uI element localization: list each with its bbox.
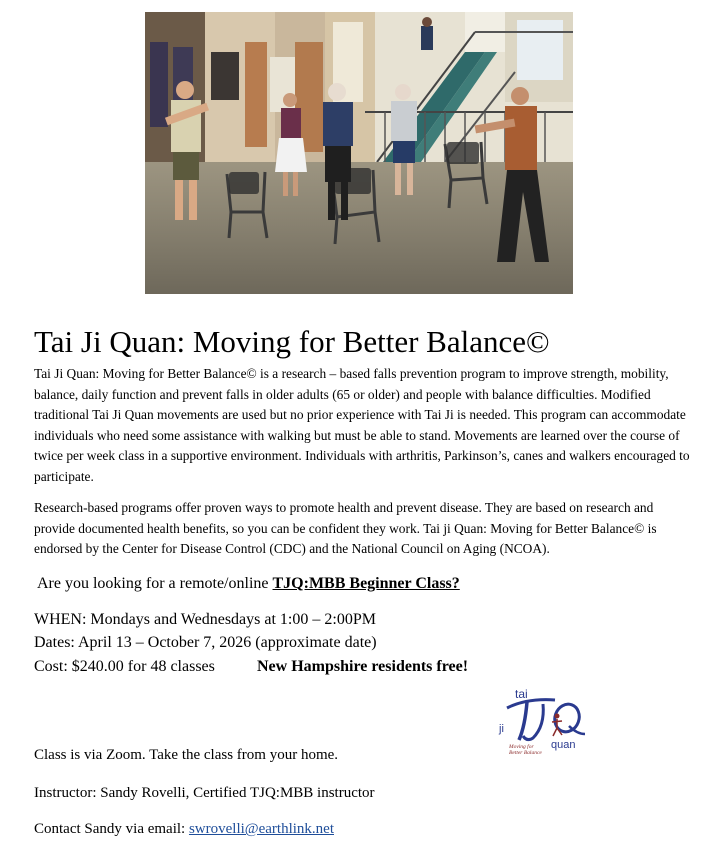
research-description: Research-based programs offer proven ways to promote health and prevent disease. They are based on research and provide documented health benefits, so you can be confident they work. Tai ji Quan: Moving for Better Balance© is endorsed by the Center for Disease Control (CDC) and the National Council on Aging (NCOA).	[34, 500, 657, 557]
schedule-cost-line	[34, 656, 469, 678]
zoom-note: Class is via Zoom. Take the class from your home.	[34, 747, 339, 763]
contact-prefix: Contact Sandy via email:	[34, 821, 189, 837]
logo-tai: tai	[515, 687, 528, 701]
schedule-when: WHEN: Mondays and Wednesdays at 1:00 – 2:00PM	[34, 611, 376, 628]
beginner-class-callout	[37, 573, 460, 595]
logo-tagline-1: Moving for	[509, 744, 534, 750]
logo-ji: ji	[499, 723, 504, 735]
email-link[interactable]: swrovelli@earthlink.net	[188, 821, 334, 837]
instructor-info: Instructor: Sandy Rovelli, Certified TJQ:MBB instructor	[34, 785, 375, 801]
beginner-class-heading: TJQ:MBB Beginner Class?	[272, 575, 460, 592]
hero-photo	[145, 12, 573, 294]
logo-quan: quan	[551, 739, 576, 751]
tjq-logo	[497, 686, 589, 758]
schedule-cost: Cost: $240.00 for 48 classes	[34, 658, 215, 675]
schedule-dates: Dates: April 13 – October 7, 2026 (approximate date)	[34, 634, 377, 651]
nh-residents-free: New Hampshire residents free!	[257, 658, 469, 675]
logo-tagline-2: Better Balance	[509, 750, 542, 756]
contact-line	[34, 818, 334, 840]
callout-prefix: Are you looking for a remote/online	[37, 575, 273, 592]
program-description: Tai Ji Quan: Moving for Better Balance© is a research – based falls prevention program to improve strength, mobility, balance, daily function and prevent falls in older adults (65 or older) and people with balance difficulties. Modified traditional Tai Ji Quan movements are used but no prior experience with Tai Ji is needed. This program can accommodate individuals who need some assistance with walking but must be able to stand. Movements are learned over the course of twice per week class in a supportive environment. Individuals with arthritis, Parkinson’s, canes and walkers encouraged to participate.	[34, 366, 690, 484]
page-title: Tai Ji Quan: Moving for Better Balance©	[34, 324, 550, 359]
